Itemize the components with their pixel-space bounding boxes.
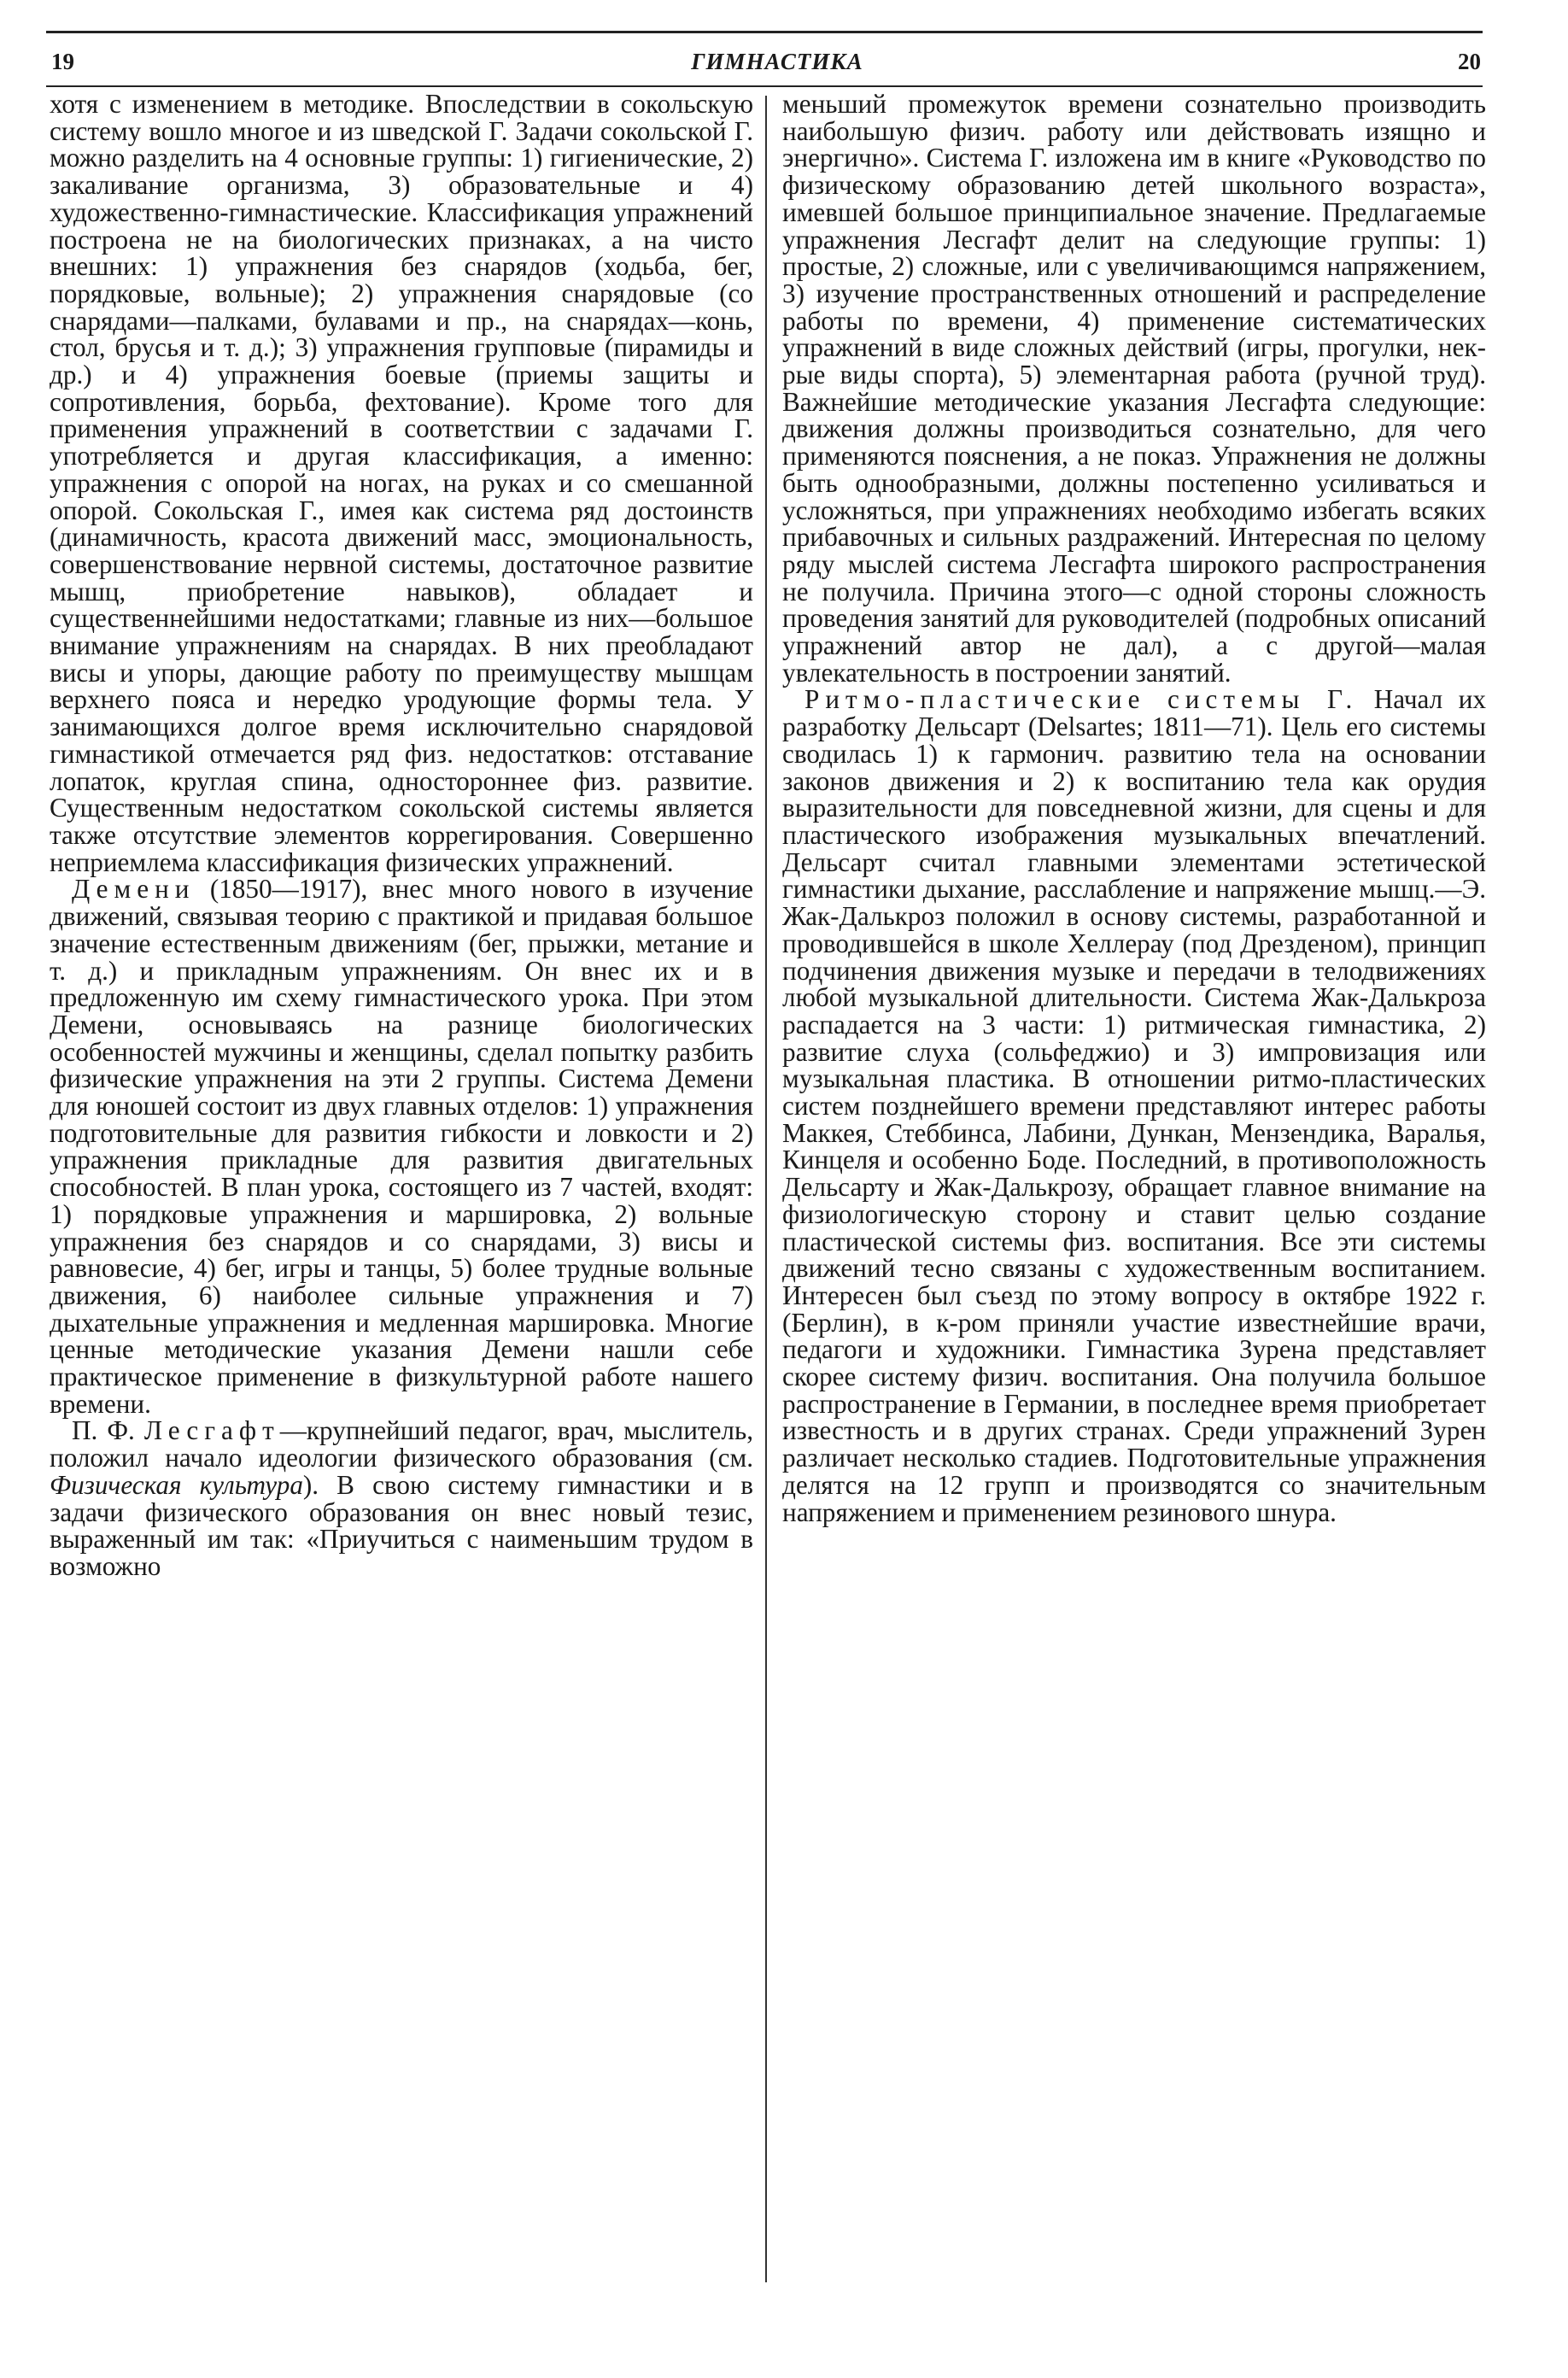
paragraph-sokol: хотя с изменением в методике. Впоследствии в сокольскую систему вошло многое и из шведской Г. Задачи сокольской Г. можно разделить на 4 основные группы: 1) гигиенические, 2) закаливание организма, 3) образовательные и 4) художественно-гимнастические. Классификация упражнений построена не на биологических признаках, а на чисто внешних: 1) упражнения без снарядов (ходьба, бег, порядковые, вольные); 2) упражнения снарядовые (со снарядами—палками, булавами и пр., на снарядах—конь, стол, брусья и т. д.); 3) упражнения групповые (пирамиды и др.) и 4) упражнения боевые (приемы защиты и сопротивления, борьба, фехтование). Кроме того для применения упражнений в соответствии с задачами Г. употребляется и другая классификация, а именно: упражнения с опорой на ногах, на руках и со смешанной опорой. Сокольская Г., имея как система ряд достоинств (динамичность, красота движений масс, эмоциональность, совершенствование нервной системы, достаточное развитие мышц, приобретение навыков), обладает и существеннейшими недостатками; главные из них—большое внимание упражнениям на снарядах. В них преобладают висы и упоры, дающие работу по преимуществу мышцам верхнего пояса и нередко уродующие формы тела. У занимающихся долгое время исключительно снарядовой гимнастикой отмечается ряд физ. недостатков: отставание лопаток, круглая спина, одностороннее физ. развитие. Существенным недостатком сокольской системы является также отсутствие элементов коррегирования. Совершенно неприемлема классификация физических упражнений. [50, 89, 753, 877]
top-rule [46, 31, 1483, 33]
section-heading-rhythm-plastic: Ритмо-пластические системы Г. [804, 684, 1359, 715]
paragraph-rhythm-plastic [782, 686, 1486, 1526]
paragraph-lesgaft-cont: меньший промежуток времени сознательно производить наибольшую физич. работу или действовать изящно и энергично». Система Г. изложена им в книге «Руководство по физическому образованию детей школьного возраста», имевшей большое принципиальное значение. Предлагаемые упражнения Лесгафт делит на следующие группы: 1) простые, 2) сложные, или с увеличивающимся напряжением, 3) изучение пространственных отношений и распределение работы по времени, 4) применение систематических упражнений в виде сложных действий (игры, прогулки, нек-рые виды спорта), 5) элементарная работа (ручной труд). Важнейшие методические указания Лесгафта следующие: движения должны производиться сознательно, для чего применяются пояснения, а не показ. Упражнения не должны быть однообразными, должны постепенно усиливаться и усложняться, при упражнениях необходимо избегать всяких прибавочных и сильных раздражений. Интересная по целому ряду мыслей система Лесгафта широкого распространения не получила. Причина этого—с одной стороны сложность проведения занятий для руководителей (подробных описаний упражнений автор не дал), а с другой—малая увлекательность в построении занятий. [782, 89, 1486, 688]
text-lesgaft-a: —крупнейший педагог, врач, мыслитель, положил начало идеологии физического образования (см. [50, 1415, 754, 1473]
name-demeny: Демени [72, 874, 196, 905]
running-title: ГИМНАСТИКА [691, 49, 863, 74]
page-number-right: 20 [1458, 49, 1481, 74]
paragraph-lesgaft [50, 1417, 753, 1579]
initials-lesgaft: П. Ф. [72, 1415, 144, 1446]
text-lesgaft-b: ). В свою систему гимнастики и в задачи физического образования он внес новый тезис, выраженный им так: «Приучиться с наименьшим трудом в возможно [50, 1469, 753, 1581]
paragraph-demeny [50, 876, 753, 1417]
text-rhythm-plastic: Начал их разработку Дельсарт (Delsartes; 1811—71). Цель его системы сводилась 1) к гармонич. развитию тела на основании законов движения и 2) к воспитанию тела как орудия выразительности для повседневной жизни, для сцены и для пластического изображения музыкальных впечатлений. Дельсарт считал главными элементами эстетической гимнастики дыхание, расслабление и напряжение мышц.—Э. Жак-Далькроз положил в основу системы, разработанной и проводившейся в школе Хеллерау (под Дрезденом), принцип подчинения движения музыке и передачи в телодвижениях любой музыкальной длительности. Система Жак-Далькроза распадается на 3 части: 1) ритмическая гимнастика, 2) развитие слуха (сольфеджио) и 3) импровизация или музыкальная пластика. В отношении ритмо-пластических систем позднейшего времени представляют интерес работы Маккея, Стеббинса, Лабини, Дункан, Мензендика, Варалья, Кинцеля и особенно Боде. Последний, в противоположность Дельсарту и Жак-Далькрозу, обращает главное внимание на физиологическую сторону и ставит целью создание пластической системы физ. воспитания. Все эти системы движений тесно связаны с художественным воспитанием. Интересен был съезд по этому вопросу в октябре 1922 г. (Берлин), в к-ром приняли участие известнейшие врачи, педагоги и художники. Гимнастика Зурена представляет скорее систему физич. воспитания. Она получила большое распространение в Германии, в последнее время приобретает известность и в других странах. Среди упражнений Зурен различает несколько стадиев. Подготовительные упражнения делятся на 12 групп и производятся со значительным напряжением и применением резинового шнура. [782, 684, 1486, 1527]
left-column [50, 91, 753, 1580]
page-number-left: 19 [51, 49, 74, 74]
right-column [782, 91, 1486, 1526]
text-demeny: (1850—1917), внес много нового в изучение движений, связывая теорию с практикой и придавая большое значение естественным движениям (бег, прыжки, метание и т. д.) и прикладным упражнениям. Он внес их и в предложенную им схему гимнастического урока. При этом Демени, основываясь на разнице биологических особенностей мужчины и женщины, сделал попытку разбить физические упражнения на эти 2 группы. Система Демени для юношей состоит из двух главных отделов: 1) упражнения подготовительные для развития гибкости и ловкости и 2) упражнения прикладные для развития двигательных способностей. В план урока, состоящего из 7 частей, входят: 1) порядковые упражнения и маршировка, 2) вольные упражнения без снарядов и со снарядами, 3) висы и равновесие, 4) бег, игры и танцы, 5) более трудные вольные движения, 6) наиболее сильные упражнения и 7) дыхательные упражнения и медленная маршировка. Многие ценные методические указания Демени нашли себе практическое применение в физкультурной работе нашего времени. [50, 874, 753, 1419]
column-divider [765, 96, 767, 2282]
cross-reference-link[interactable]: Физическая культура [50, 1469, 303, 1500]
name-lesgaft: Лесгафт [143, 1415, 280, 1446]
header-rule [46, 85, 1483, 87]
